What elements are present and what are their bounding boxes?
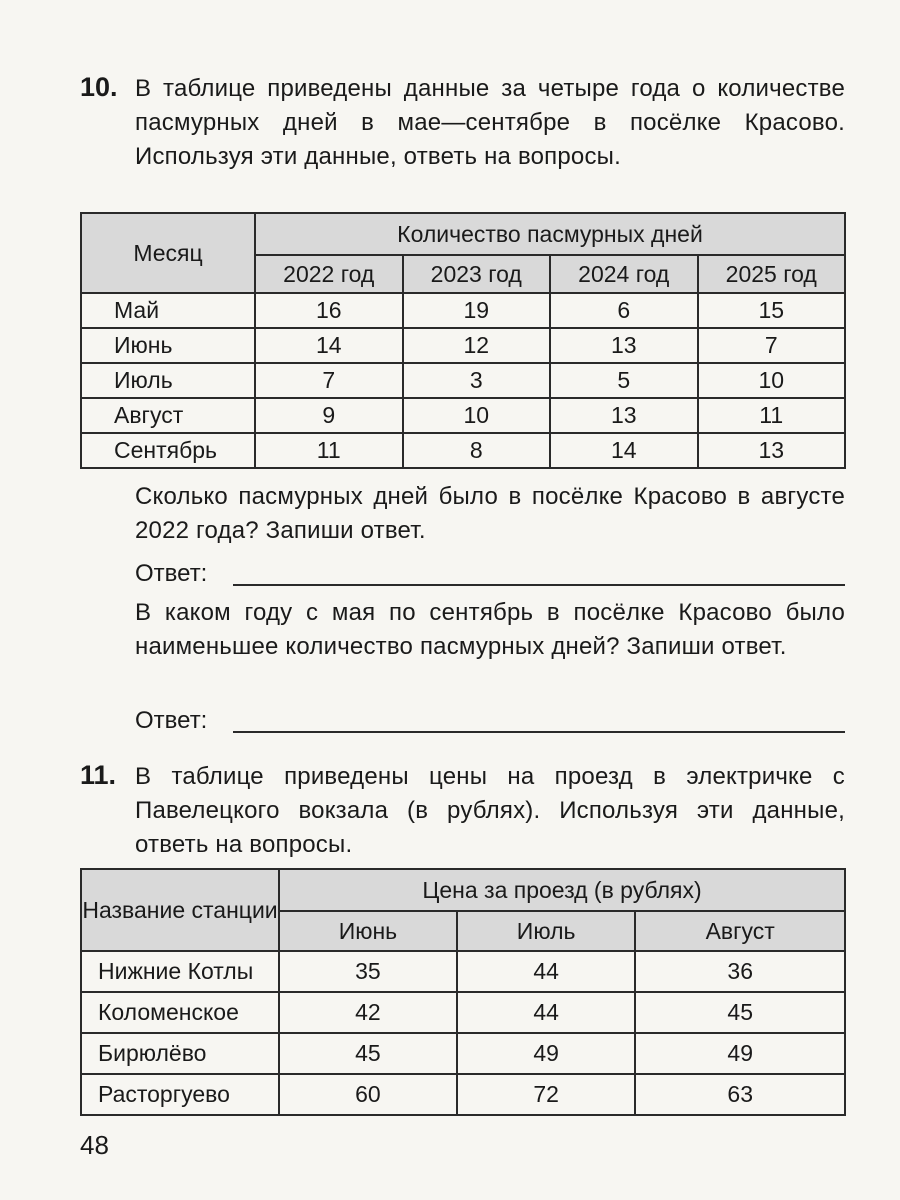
month-column-header: Месяц <box>81 213 255 293</box>
value-cell: 11 <box>698 398 846 433</box>
fare-group-header: Цена за проезд (в рублях) <box>279 869 845 911</box>
station-cell: Бирюлёво <box>81 1033 279 1074</box>
value-cell: 42 <box>279 992 457 1033</box>
year-header-2025: 2025 год <box>698 255 846 293</box>
value-cell: 45 <box>279 1033 457 1074</box>
table-row <box>81 1033 845 1074</box>
value-cell: 49 <box>457 1033 636 1074</box>
value-cell: 36 <box>635 951 845 992</box>
year-header-2022: 2022 год <box>255 255 403 293</box>
value-cell: 13 <box>550 328 698 363</box>
cloudy-days-group-header: Количество пасмурных дней <box>255 213 845 255</box>
table-row <box>81 293 845 328</box>
value-cell: 15 <box>698 293 846 328</box>
task-10-question-1: Сколько пасмурных дней было в посёлке Красово в августе 2022 года? Запиши ответ. <box>135 483 845 544</box>
month-header-july: Июль <box>457 911 636 951</box>
value-cell: 14 <box>255 328 403 363</box>
answer-row-1 <box>135 560 845 594</box>
train-fare-table <box>80 868 846 1116</box>
answer-label: Ответ: <box>135 560 208 587</box>
value-cell: 44 <box>457 992 636 1033</box>
table-row <box>81 398 845 433</box>
table-row <box>81 1074 845 1115</box>
value-cell: 72 <box>457 1074 636 1115</box>
month-header-june: Июнь <box>279 911 457 951</box>
month-header-august: Август <box>635 911 845 951</box>
value-cell: 10 <box>403 398 551 433</box>
table-row <box>81 951 845 992</box>
month-cell: Июнь <box>81 328 255 363</box>
value-cell: 10 <box>698 363 846 398</box>
task-11-intro: В таблице приведены цены на проезд в электричке с Павелецкого вокзала (в рублях). Используя эти данные, ответь на вопросы. <box>135 763 845 858</box>
month-cell: Август <box>81 398 255 433</box>
value-cell: 13 <box>698 433 846 468</box>
month-cell: Сентябрь <box>81 433 255 468</box>
value-cell: 7 <box>698 328 846 363</box>
table-row <box>81 328 845 363</box>
answer-row-2 <box>135 707 845 741</box>
table-row <box>81 992 845 1033</box>
table-row <box>81 363 845 398</box>
cloudy-days-table <box>80 212 846 469</box>
station-cell: Нижние Котлы <box>81 951 279 992</box>
value-cell: 13 <box>550 398 698 433</box>
value-cell: 9 <box>255 398 403 433</box>
table-row <box>81 433 845 468</box>
answer-line-2[interactable] <box>233 731 845 733</box>
value-cell: 14 <box>550 433 698 468</box>
page-number: 48 <box>80 1130 109 1160</box>
value-cell: 44 <box>457 951 636 992</box>
value-cell: 45 <box>635 992 845 1033</box>
value-cell: 3 <box>403 363 551 398</box>
station-cell: Расторгуево <box>81 1074 279 1115</box>
task-10-number: 10. <box>80 72 118 102</box>
value-cell: 12 <box>403 328 551 363</box>
value-cell: 16 <box>255 293 403 328</box>
value-cell: 49 <box>635 1033 845 1074</box>
answer-line-1[interactable] <box>233 584 845 586</box>
value-cell: 35 <box>279 951 457 992</box>
value-cell: 5 <box>550 363 698 398</box>
station-cell: Коломенское <box>81 992 279 1033</box>
task-10-intro: В таблице приведены данные за четыре года о количестве пасмурных дней в мае—сентябре в посёлке Красово. Используя эти данные, ответь на вопросы. <box>135 75 845 170</box>
value-cell: 6 <box>550 293 698 328</box>
value-cell: 60 <box>279 1074 457 1115</box>
task-11-number: 11. <box>80 760 117 790</box>
month-cell: Июль <box>81 363 255 398</box>
answer-label: Ответ: <box>135 707 208 734</box>
month-cell: Май <box>81 293 255 328</box>
value-cell: 19 <box>403 293 551 328</box>
year-header-2024: 2024 год <box>550 255 698 293</box>
value-cell: 7 <box>255 363 403 398</box>
value-cell: 63 <box>635 1074 845 1115</box>
value-cell: 8 <box>403 433 551 468</box>
year-header-2023: 2023 год <box>403 255 551 293</box>
task-10-question-2: В каком году с мая по сентябрь в посёлке Красово было наименьшее количество пасмурных дней? Запиши ответ. <box>135 599 845 660</box>
value-cell: 11 <box>255 433 403 468</box>
station-column-header: Название станции <box>81 869 279 951</box>
